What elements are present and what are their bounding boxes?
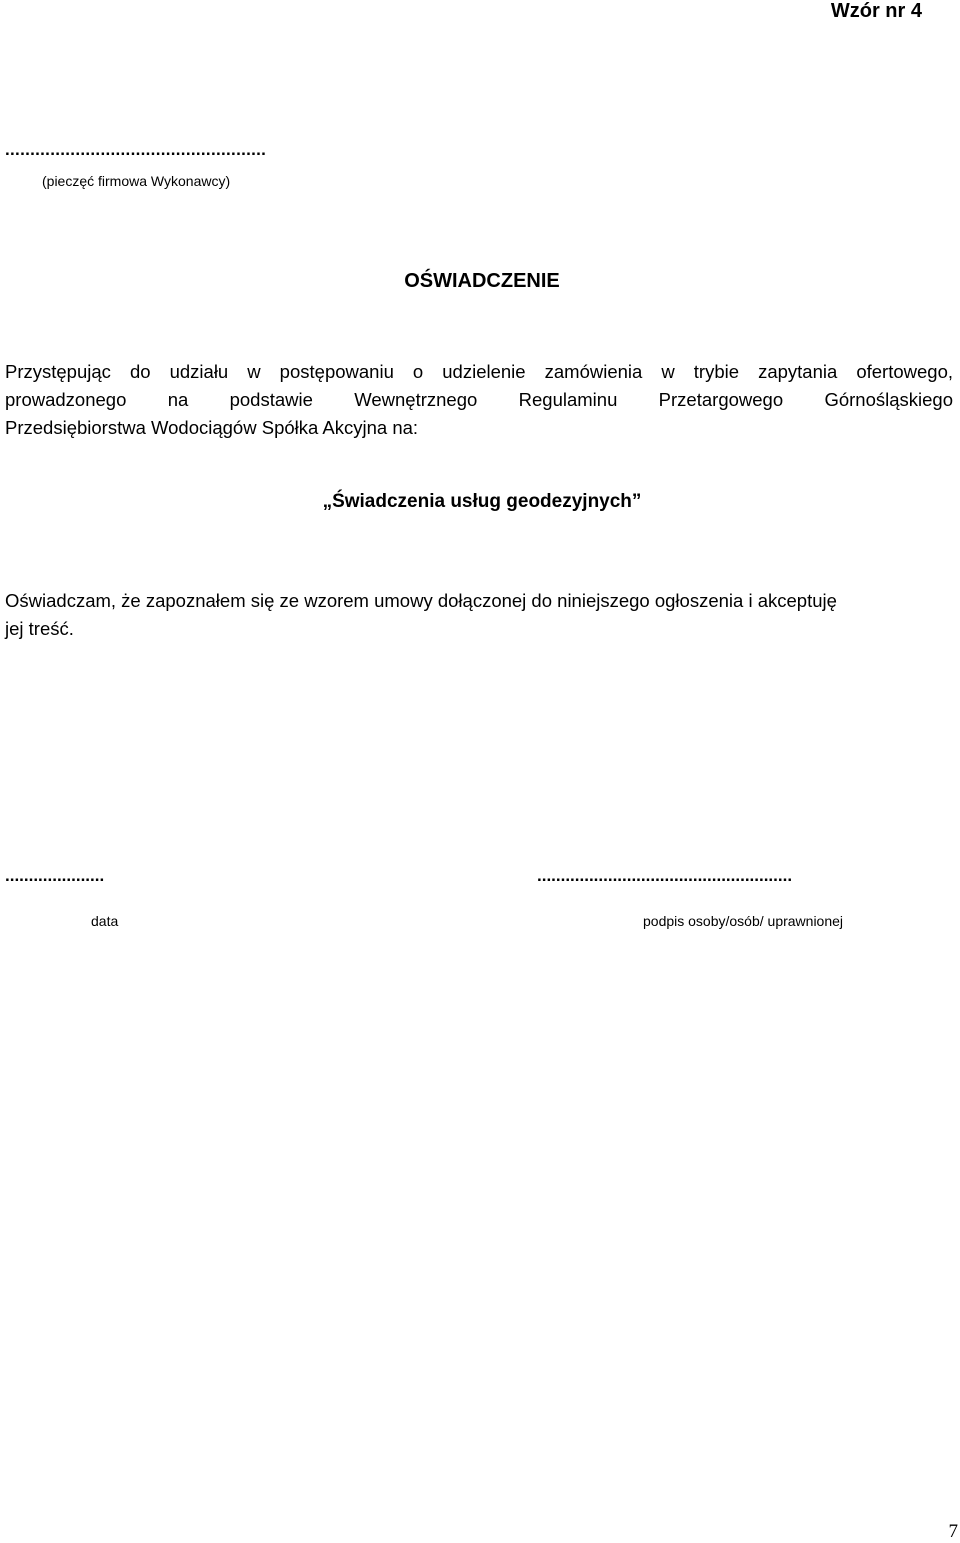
statement-line: jej treść. xyxy=(5,618,74,639)
intro-paragraph xyxy=(5,358,953,442)
statement-paragraph xyxy=(5,587,953,643)
tender-subject: „Świadczenia usług geodezyjnych” xyxy=(322,491,642,512)
date-label: data xyxy=(91,913,119,929)
company-stamp-placeholder: .................................................... xyxy=(5,140,267,159)
date-placeholder: ..................... xyxy=(5,866,105,885)
document-title: OŚWIADCZENIE xyxy=(404,270,560,292)
intro-line: prowadzonego na podstawie Wewnętrznego Regulaminu Przetargowego Górnośląskiego xyxy=(5,389,953,410)
intro-line: Przedsiębiorstwa Wodociągów Spółka Akcyjna na: xyxy=(5,417,419,438)
signature-label: podpis osoby/osób/ uprawnionej xyxy=(643,913,844,929)
company-stamp-label: (pieczęć firmowa Wykonawcy) xyxy=(42,173,231,189)
intro-line: Przystępując do udziału w postępowaniu o udzielenie zamówienia w trybie zapytania ofertowego, xyxy=(5,361,953,382)
page-number: 7 xyxy=(948,1521,958,1542)
form-number: Wzór nr 4 xyxy=(830,0,922,22)
statement-line: Oświadczam, że zapoznałem się ze wzorem umowy dołączonej do niniejszego ogłoszenia i akceptuję xyxy=(5,590,837,611)
signature-placeholder: ...................................................... xyxy=(537,866,793,885)
